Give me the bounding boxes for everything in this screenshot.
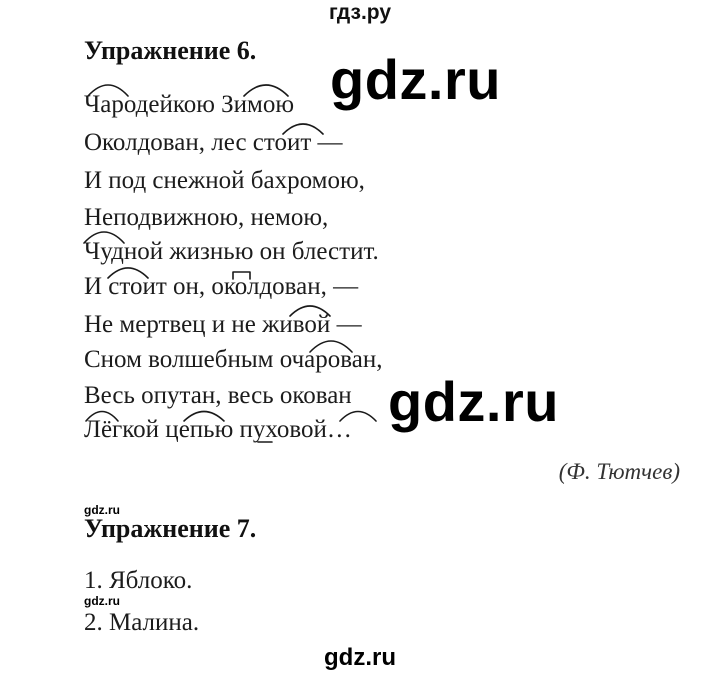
poem-line: Неподвижною, немою, bbox=[84, 204, 329, 231]
watermark-large-top: gdz.ru bbox=[330, 48, 501, 111]
site-header: гдз.ру bbox=[328, 1, 392, 24]
poem-line: Чародейкою Зимою bbox=[84, 91, 295, 118]
watermark-small: gdz.ru bbox=[84, 594, 120, 608]
watermark-large-middle: gdz.ru bbox=[388, 370, 559, 433]
list-item: 1. Яблоко. bbox=[84, 567, 193, 594]
watermark-footer: gdz.ru bbox=[324, 644, 396, 671]
exercise-7-title: Упражнение 7. bbox=[84, 514, 257, 543]
poem-line: Лёгкой цепью пуховой… bbox=[84, 416, 352, 443]
poem-line: И под снежной бахромою, bbox=[84, 167, 365, 194]
poem-author: (Ф. Тютчев) bbox=[558, 459, 680, 484]
poem-line: Весь опутан, весь окован bbox=[84, 382, 352, 409]
list-item: 2. Малина. bbox=[84, 609, 200, 636]
poem-line: Чудной жизнью он блестит. bbox=[84, 238, 379, 265]
poem-line: Не мертвец и не живой — bbox=[84, 311, 362, 338]
poem-line: Сном волшебным очарован, bbox=[84, 346, 383, 373]
watermark-small: gdz.ru bbox=[84, 503, 120, 517]
poem-line: И стоит он, околдован, — bbox=[84, 273, 359, 300]
exercise-6-title: Упражнение 6. bbox=[84, 36, 257, 65]
poem-line: Околдован, лес стоит — bbox=[84, 129, 343, 156]
